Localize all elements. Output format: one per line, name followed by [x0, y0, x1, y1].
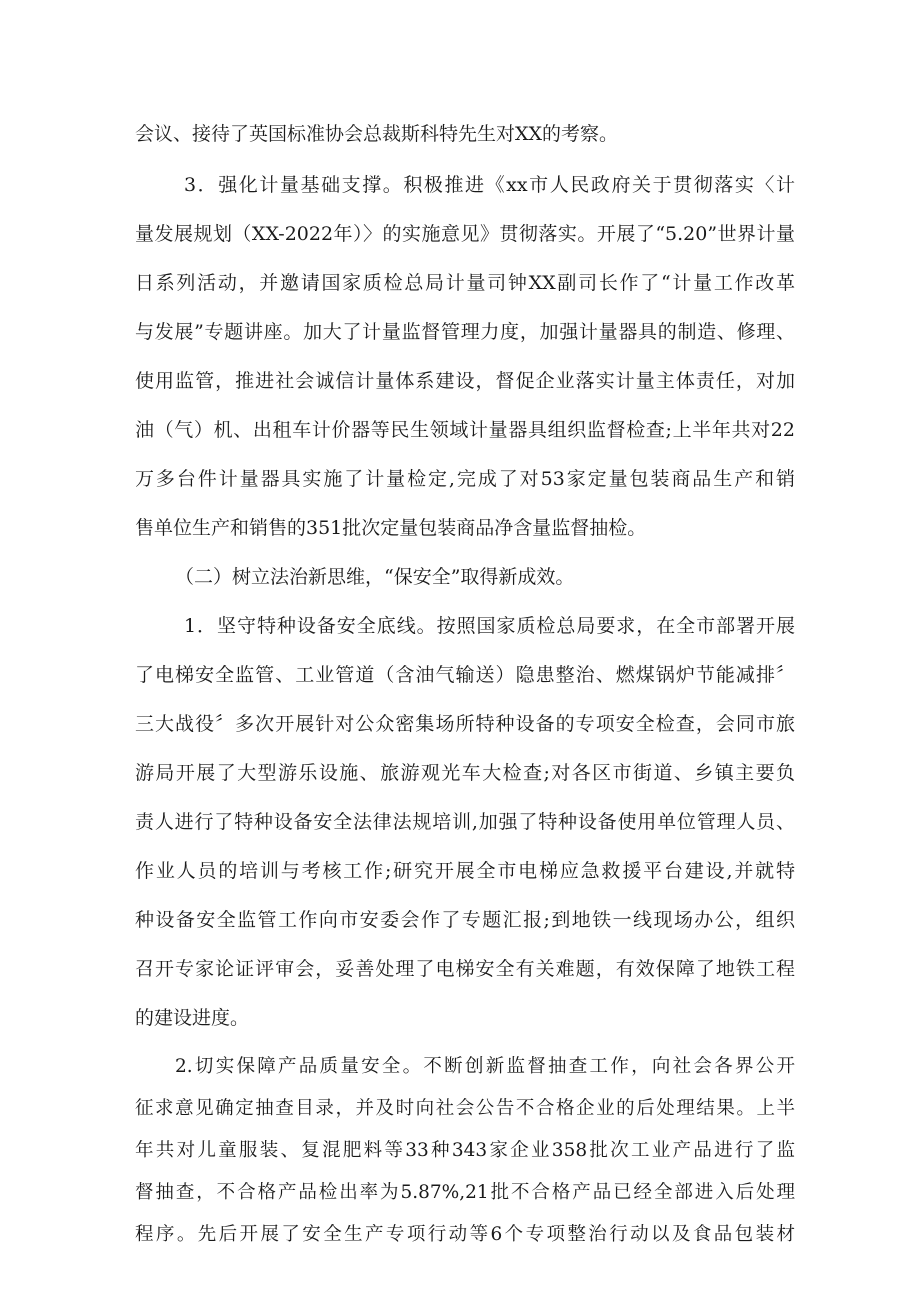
- section-heading-1: 1．坚守特种设备安全底线。按照国家质检总局要求，在全市部署开展: [184, 615, 795, 637]
- text-line: 日系列活动，并邀请国家质检总局计量司钟XX副司长作了“计量工作改革: [135, 272, 795, 294]
- text-line: 年共对儿童服装、复混肥料等33种343家企业358批次工业产品进行了监: [135, 1140, 795, 1161]
- text-line: 会议、接待了英国标准协会总裁斯科特先生对XX的考察。: [135, 123, 619, 145]
- text-line: 督抽查，不合格产品检出率为5.87%,21批不合格产品已经全部进入后处理: [135, 1182, 795, 1203]
- text-line: 使用监管，推进社会诚信计量体系建设，督促企业落实计量主体责任，对加: [135, 370, 795, 392]
- text-line: 万多台件计量器具实施了计量检定,完成了对53家定量包装商品生产和销: [135, 468, 795, 490]
- text-line: 游局开展了大型游乐设施、旅游观光车大检查;对各区市街道、乡镇主要负: [135, 762, 795, 784]
- text-line: 种设备安全监管工作向市安委会作了专题汇报;到地铁一线现场办公，组织: [135, 909, 795, 931]
- text-line: 责人进行了特种设备安全法律法规培训,加强了特种设备使用单位管理人员、: [135, 811, 795, 833]
- text-line: 作业人员的培训与考核工作;研究开展全市电梯应急救援平台建设,并就特: [135, 860, 795, 882]
- text-line: 了电梯安全监管、工业管道（含油气输送）隐患整治、燃煤锅炉节能减排〞: [135, 664, 795, 686]
- section-heading-2: （二）树立法治新思维，“保安全”取得新成效。: [175, 566, 575, 588]
- text-line: 售单位生产和销售的351批次定量包装商品净含量监督抽检。: [135, 517, 647, 539]
- text-line: 油（气）机、出租车计价器等民生领域计量器具组织监督检查;上半年共对22: [135, 419, 795, 441]
- text-line: 的建设进度。: [135, 1007, 250, 1029]
- text-line: 征求意见确定抽查目录，并及时向社会公告不合格企业的后处理结果。上半: [135, 1098, 795, 1119]
- section-heading-2b: 2.切实保障产品质量安全。不断创新监督抽查工作，向社会各界公开: [175, 1056, 795, 1077]
- section-heading-3: 3．强化计量基础支撑。积极推进《xx市人民政府关于贯彻落实〈计: [184, 174, 795, 196]
- text-line: 召开专家论证评审会，妥善处理了电梯安全有关难题，有效保障了地铁工程: [135, 958, 795, 980]
- text-line: 程序。先后开展了安全生产专项行动等6个专项整治行动以及食品包装材: [135, 1224, 795, 1245]
- text-line: 三大战役〞多次开展针对公众密集场所特种设备的专项安全检查，会同市旅: [135, 713, 795, 735]
- text-line: 量发展规划（XX-2022年）〉的实施意见》贯彻落实。开展了“5.20”世界计量: [135, 223, 795, 245]
- text-line: 与发展”专题讲座。加大了计量监督管理力度，加强计量器具的制造、修理、: [135, 321, 795, 343]
